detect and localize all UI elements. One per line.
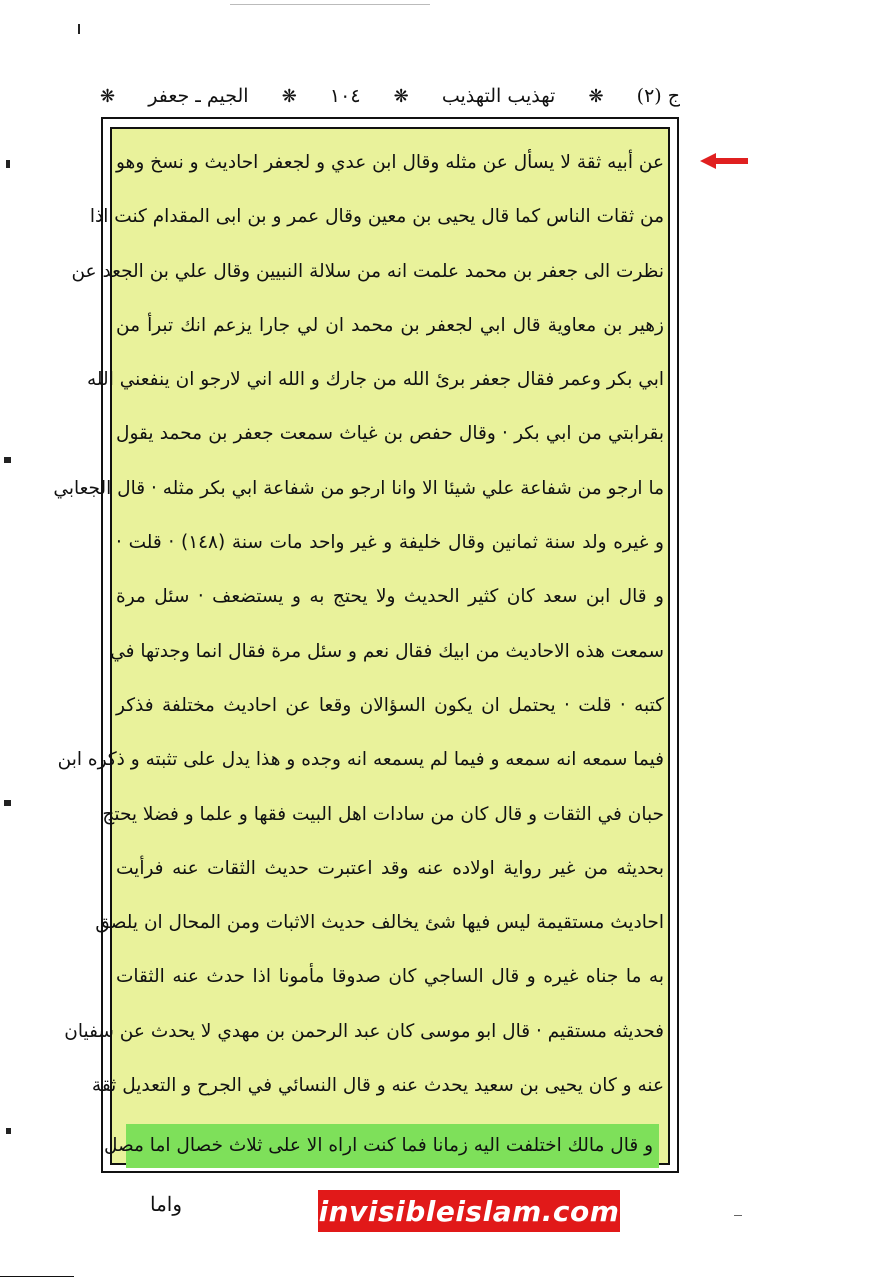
scan-mark: [6, 1128, 11, 1134]
flower-ornament-icon: ❋: [393, 85, 409, 107]
flower-ornament-icon: ❋: [100, 85, 116, 107]
text-line: عنه و كان يحيى بن سعيد يحدث عنه و قال النسائي في الجرح و التعديل ثقة: [91, 1075, 664, 1097]
text-line: فحديثه مستقيم · قال ابو موسى كان عبد الرحمن بن مهدي لا يحدث عن سفيان: [64, 1020, 664, 1042]
scan-mark: [4, 457, 11, 463]
catchword: واما: [150, 1192, 183, 1216]
text-line: كتبه · قلت · يحتمل ان يكون السؤالان وقعا عن احاديث مختلفة فذكر: [116, 694, 664, 716]
text-line: و قال ابن سعد كان كثير الحديث ولا يحتج به و يستضعف · سئل مرة: [116, 586, 664, 608]
text-line: بقرابتي من ابي بكر · وقال حفص بن غياث سمعت جعفر بن محمد يقول: [116, 423, 664, 445]
text-line: حبان في الثقات و قال كان من سادات اهل البيت فقها و علما و فضلا يحتج: [102, 803, 664, 825]
book-title: تهذيب التهذيب: [441, 85, 556, 107]
text-line: من ثقات الناس كما قال يحيى بن معين وقال عمر و بن ابى المقدام كنت اذا: [89, 206, 664, 228]
text-line: بحديثه من غير رواية اولاده عنه وقد اعتبرت حديث الثقات عنه فرأيت: [116, 857, 664, 879]
text-line: احاديث مستقيمة ليس فيها شئ يخالف حديث الاثبات ومن المحال ان يلصق: [95, 912, 664, 934]
arrow-left-icon: [700, 152, 750, 170]
text-line: فيما سمعه انه سمعه و فيما لم يسمعه انه وجده و هذا يدل على تثبته و ذكره ابن: [57, 749, 664, 771]
text-line: به ما جناه غيره و قال الساجي كان صدوقا مأمونا اذا حدث عنه الثقات: [116, 966, 664, 988]
scan-mark: [78, 24, 80, 34]
flower-ornament-icon: ❋: [281, 85, 297, 107]
text-line: عن أبيه ثقة لا يسأل عن مثله وقال ابن عدي و لجعفر احاديث و نسخ وهو: [116, 152, 664, 173]
flower-ornament-icon: ❋: [588, 85, 604, 107]
scan-mark: [6, 160, 10, 168]
highlighted-line: و قال مالك اختلفت اليه زمانا فما كنت اراه الا على ثلاث خصال اما مصل: [126, 1124, 659, 1168]
scan-mark: [4, 800, 11, 806]
text-line: سمعت هذه الاحاديث من ابيك فقال نعم و سئل مرة فقال انما وجدتها في: [110, 640, 664, 662]
text-line: زهير بن معاوية قال ابي لجعفر بن محمد ان لي جارا يزعم انك تبرأ من: [116, 314, 664, 336]
scan-bottom-rule: [0, 1276, 74, 1277]
text-line: نظرت الى جعفر بن محمد علمت انه من سلالة النبيين وقال علي بن الجعد عن: [71, 260, 664, 282]
volume-label: ج (٢): [636, 85, 680, 107]
page-body: [53, 140, 664, 1117]
page-number: ١٠٤: [329, 85, 361, 107]
scan-mark: [734, 1215, 742, 1216]
text-line: ابي بكر وعمر فقال جعفر برئ الله من جارك و الله اني لارجو ان ينفعني الله: [87, 369, 664, 391]
scan-top-rule: [230, 4, 430, 5]
section-title: الجيم ـ جعفر: [148, 85, 249, 107]
page-header: [100, 80, 680, 112]
text-line: و غيره ولد سنة ثمانين وقال خليفة و غير واحد مات سنة (١٤٨) · قلت ·: [116, 532, 664, 554]
watermark-logo: invisibleislam.com: [318, 1190, 620, 1232]
text-line: ما ارجو من شفاعة علي شيئا الا وانا ارجو من شفاعة ابي بكر مثله · قال الجعابي: [53, 477, 664, 499]
